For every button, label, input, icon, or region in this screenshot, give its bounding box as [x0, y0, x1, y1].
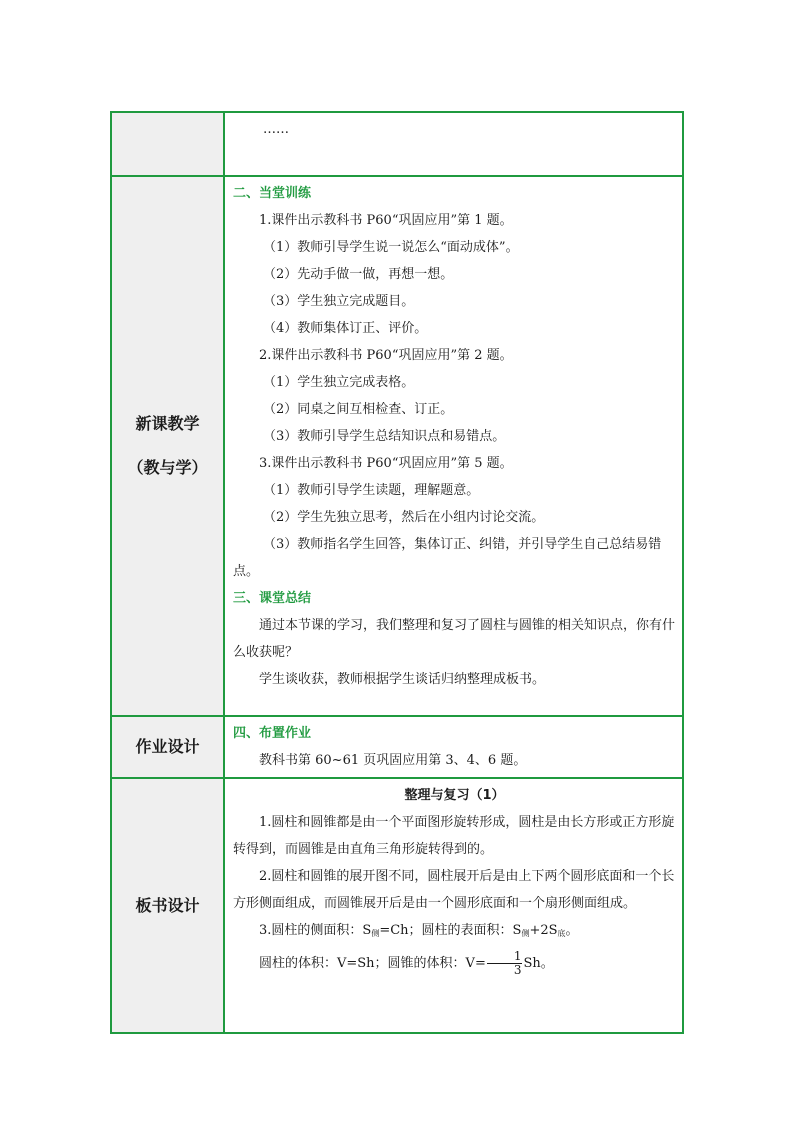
- homework-text: 教科书第 60~61 页巩固应用第 3、4、6 题。: [259, 753, 527, 768]
- lateral-subscript: 侧: [371, 929, 380, 938]
- q2-item-3: （3）教师引导学生总结知识点和易错点。: [263, 429, 506, 444]
- teaching-label: [112, 177, 225, 715]
- board-point-1: 1.圆柱和圆锥都是由一个平面图形旋转形成，圆柱是由长方形或正方形旋转得到，而圆锥是由直角三角形旋转得到的。: [233, 815, 675, 857]
- formula1-part-b: =Ch；圆柱的表面积：S: [379, 923, 522, 938]
- q3-text: 3.课件出示教科书 P60“巩固应用”第 5 题。: [259, 456, 513, 471]
- formula2-part-b: Sh。: [523, 956, 554, 971]
- q1-item-4: （4）教师集体订正、评价。: [263, 321, 428, 336]
- q2-item-2: （2）同桌之间互相检查、订正。: [263, 402, 454, 417]
- teaching-label-line2: （教与学）: [127, 458, 208, 477]
- lesson-plan-table: [110, 111, 684, 1034]
- q3-item-3: （3）教师指名学生回答，集体订正、纠错，并引导学生自己总结易错点。: [233, 537, 662, 579]
- formula1-part-d: 。: [565, 923, 579, 938]
- base-subscript: 底: [557, 929, 566, 938]
- formula2-part-a: 圆柱的体积：V=Sh；圆锥的体积：V=: [259, 956, 486, 971]
- homework-content: [225, 717, 682, 777]
- q1-item-1: （1）教师引导学生说一说怎么“面动成体”。: [263, 240, 519, 255]
- summary-paragraph-2: 学生谈收获，教师根据学生谈话归纳整理成板书。: [259, 672, 546, 687]
- continuation-content: [225, 113, 682, 175]
- homework-label: 作业设计: [112, 717, 225, 777]
- q3-item-2: （2）学生先独立思考，然后在小组内讨论交流。: [263, 510, 545, 525]
- q1-item-3: （3）学生独立完成题目。: [263, 294, 415, 309]
- formula1-part-a: 3.圆柱的侧面积：S: [259, 923, 372, 938]
- board-formula-area: [233, 917, 676, 947]
- teaching-content: [225, 177, 682, 715]
- section4-title: 四、布置作业: [233, 726, 312, 741]
- teaching-label-line1: 新课教学: [135, 414, 200, 433]
- section3-title: 三、课堂总结: [233, 591, 312, 606]
- fraction-numerator: 1: [487, 950, 523, 964]
- ellipsis-text: ……: [263, 122, 289, 137]
- board-formula-volume: [233, 947, 676, 981]
- fraction-denominator: 3: [513, 963, 522, 977]
- board-title: 整理与复习（1）: [404, 788, 505, 803]
- q3-item-1: （1）教师引导学生读题，理解题意。: [263, 483, 480, 498]
- one-third-fraction: [487, 950, 523, 977]
- board-content: [225, 779, 682, 1032]
- q1-item-2: （2）先动手做一做，再想一想。: [263, 267, 454, 282]
- q2-item-1: （1）学生独立完成表格。: [263, 375, 415, 390]
- continuation-label-cell: [112, 113, 225, 175]
- formula1-part-c: +2S: [529, 923, 558, 938]
- section2-title: 二、当堂训练: [233, 186, 312, 201]
- q2-text: 2.课件出示教科书 P60“巩固应用”第 2 题。: [259, 348, 513, 363]
- board-row: [112, 779, 682, 1032]
- summary-paragraph-1: 通过本节课的学习，我们整理和复习了圆柱与圆锥的相关知识点，你有什么收获呢？: [233, 618, 676, 660]
- homework-row: [112, 717, 682, 779]
- q1-text: 1.课件出示教科书 P60“巩固应用”第 1 题。: [259, 213, 513, 228]
- teaching-row: [112, 177, 682, 717]
- board-point-2: 2.圆柱和圆锥的展开图不同，圆柱展开后是由上下两个圆形底面和一个长方形侧面组成，而圆锥展开后是由一个圆形底面和一个扇形侧面组成。: [233, 869, 675, 911]
- continuation-row: [112, 113, 682, 177]
- lateral-subscript-2: 侧: [521, 929, 530, 938]
- board-label: 板书设计: [112, 779, 225, 1032]
